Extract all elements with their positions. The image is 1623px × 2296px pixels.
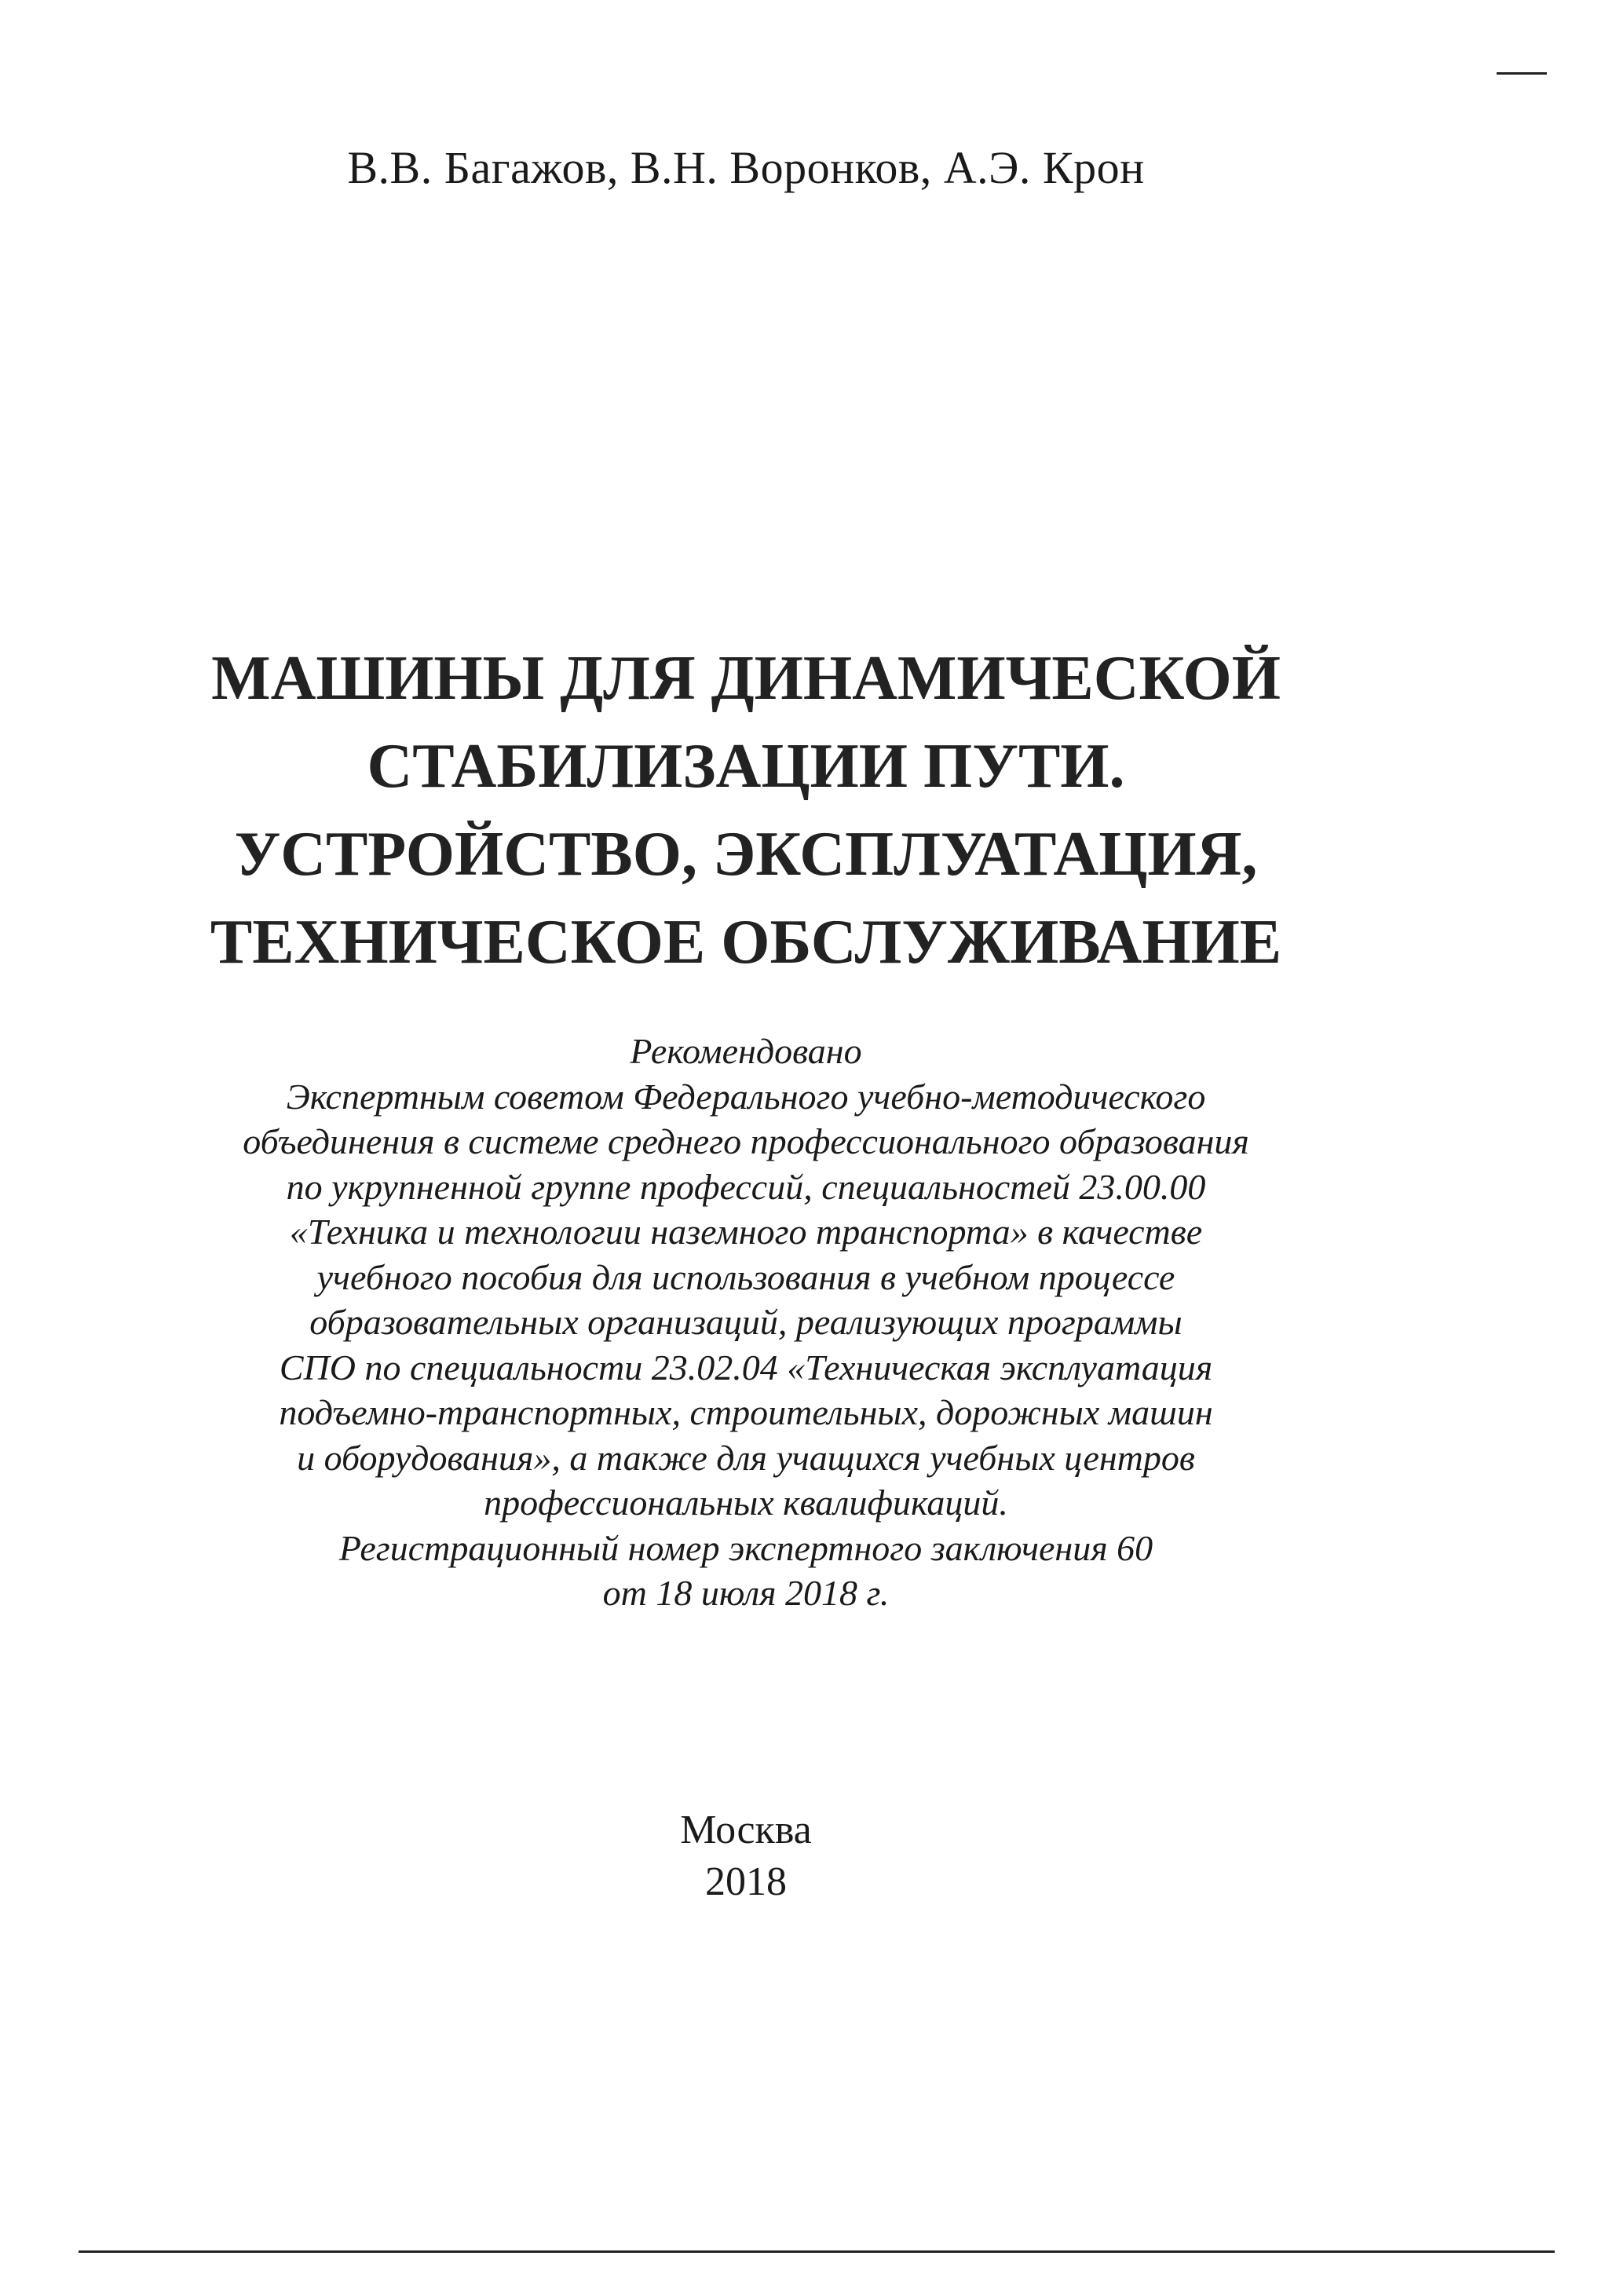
title-line: МАШИНЫ ДЛЯ ДИНАМИЧЕСКОЙ bbox=[211, 644, 1281, 713]
publication-city: Москва bbox=[680, 1808, 812, 1852]
recommendation-line: и оборудования», а также для учащихся учебных центров bbox=[297, 1437, 1195, 1478]
recommendation-line: по укрупненной группе профессий, специальностей 23.00.00 bbox=[286, 1166, 1206, 1207]
publication-info bbox=[0, 1804, 1492, 1908]
recommendation-line: образовательных организаций, реализующих программы bbox=[309, 1302, 1183, 1342]
recommendation-line: СПО по специальности 23.02.04 «Техническая эксплуатация bbox=[279, 1347, 1213, 1387]
recommendation-block bbox=[0, 1029, 1492, 1616]
bottom-rule bbox=[79, 2250, 1555, 2253]
recommendation-line: Регистрационный номер экспертного заключения 60 bbox=[338, 1527, 1153, 1568]
title-line: СТАБИЛИЗАЦИИ ПУТИ. bbox=[367, 732, 1125, 801]
title-line: УСТРОЙСТВО, ЭКСПЛУАТАЦИЯ, bbox=[234, 820, 1258, 889]
title-line: ТЕХНИЧЕСКОЕ ОБСЛУЖИВАНИЕ bbox=[210, 908, 1282, 977]
publication-year: 2018 bbox=[705, 1859, 787, 1904]
book-title bbox=[0, 634, 1492, 986]
recommendation-line: профессиональных квалификаций. bbox=[484, 1483, 1008, 1523]
recommendation-line: объединения в системе среднего профессионального образования bbox=[243, 1121, 1249, 1161]
corner-rule bbox=[1497, 72, 1547, 75]
recommendation-line: от 18 июля 2018 г. bbox=[602, 1573, 890, 1613]
recommendation-line: Экспертным советом Федерального учебно-методического bbox=[286, 1076, 1206, 1117]
authors: В.В. Багажов, В.Н. Воронков, А.Э. Крон bbox=[347, 142, 1145, 193]
recommendation-line: подъемно-транспортных, строительных, дорожных машин bbox=[279, 1392, 1213, 1432]
recommendation-line: Рекомендовано bbox=[630, 1031, 862, 1071]
recommendation-line: учебного пособия для использования в учебном процессе bbox=[316, 1256, 1175, 1297]
recommendation-line: «Техника и технологии наземного транспорта» в качестве bbox=[289, 1212, 1203, 1252]
